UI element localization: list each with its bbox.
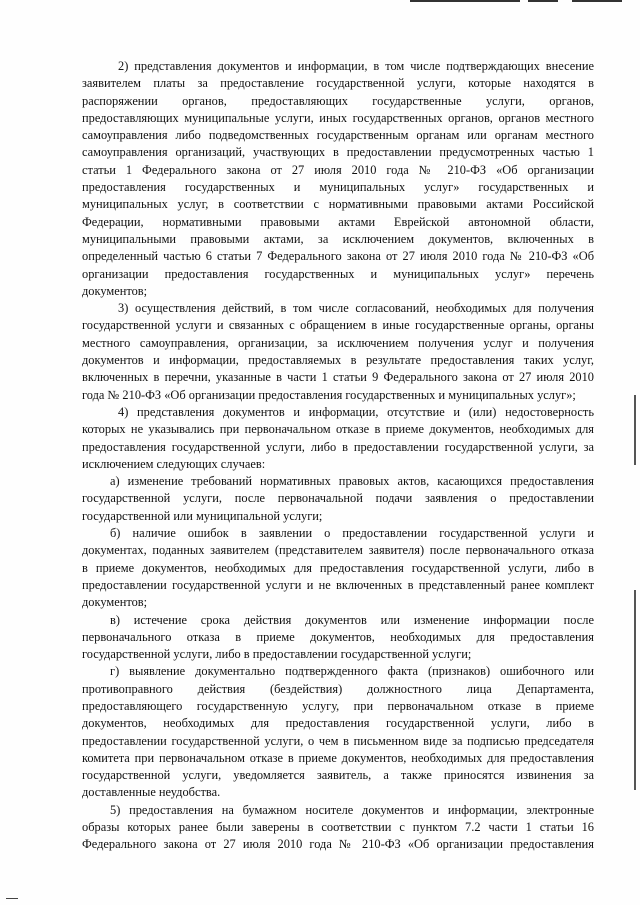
text-line: заявителем платы за предоставление государственной услуги, которые находятся в	[82, 76, 594, 91]
text-line: которых не указывались при первоначальном отказе в приеме документов, необходимых для	[82, 422, 594, 437]
text-line: документов и информации, предоставляемых в результате предоставления таких услуг,	[82, 353, 594, 368]
text-line: 2) представления документов и информации, в том числе подтверждающих внесение	[118, 59, 594, 73]
document-body	[82, 58, 594, 854]
text-line: 3) осуществления действий, в том числе согласований, необходимых для получения	[118, 301, 594, 316]
text-line: статьи 1 Федерального закона от 27 июля 2010 года № 210-ФЗ «Об организации	[82, 162, 594, 177]
paragraph-item-4a	[82, 473, 594, 525]
text-line: документах, поданных заявителем (представителем заявителя) после первоначального отказа	[82, 543, 594, 558]
scan-corner-mark	[6, 894, 18, 899]
text-line: государственной услуги и связанных с обращением в иные государственные органы, органы	[82, 318, 594, 333]
text-line: доставленные неудобства.	[82, 785, 221, 800]
paragraph-item-4	[82, 404, 594, 473]
text-line: 5) предоставления на бумажном носителе документов и информации, электронные	[110, 802, 594, 817]
text-line: организации предоставления государственных и муниципальных услуг» перечень	[82, 266, 594, 281]
text-line: г) выявление документально подтвержденного факта (признаков) ошибочного или	[110, 664, 594, 679]
text-line: определенный частью 6 статьи 7 Федерального закона от 27 июля 2010 года № 210-ФЗ «Об	[82, 249, 594, 264]
text-line: самоуправления либо подведомственных государственным органам или органам местного	[82, 128, 594, 143]
text-line: года № 210-ФЗ «Об организации предоставления государственных и муниципальных услуг»;	[82, 387, 576, 402]
text-line: документов;	[82, 595, 148, 610]
paragraph-item-5	[82, 802, 594, 854]
text-line: образы которых ранее были заверены в соответствии с пунктом 7.2 части 1 статьи 16	[82, 820, 594, 835]
text-line: муниципальных услуг, в соответствии с нормативными правовыми актами Российской	[82, 197, 594, 212]
text-line: Федерации, нормативными правовыми актами Еврейской автономной области,	[82, 214, 594, 229]
text-line: самоуправления организаций, участвующих в предоставлении предусмотренных частью 1	[82, 145, 594, 160]
text-line: государственной услуги, либо в предоставлении государственной услуги;	[82, 647, 472, 662]
paragraph-item-4g	[82, 663, 594, 801]
text-line: исключением следующих случаев:	[82, 456, 266, 471]
text-line: а) изменение требований нормативных правовых актов, касающихся предоставления	[110, 474, 594, 489]
text-line: государственной или муниципальной услуги;	[82, 508, 323, 523]
text-line: б) наличие ошибок в заявлении о предоставлении государственной услуги и	[110, 526, 594, 541]
text-line: документов;	[82, 283, 148, 298]
text-line: государственной услуги, после первоначальной подачи заявления о предоставлении	[82, 491, 594, 506]
paragraph-item-4v	[82, 612, 594, 664]
text-line: в приеме документов, необходимых для предоставления государственной услуги, либо в	[82, 560, 594, 575]
paragraph-item-3	[82, 300, 594, 404]
text-line: предоставлении государственной услуги, о чем в письменном виде за подписью председателя	[82, 733, 594, 748]
scan-edge-mark	[634, 590, 636, 790]
text-line: распоряжении органов, предоставляющих государственные услуги, органов,	[82, 93, 594, 108]
scan-edge-mark	[528, 0, 558, 2]
text-line: Федерального закона от 27 июля 2010 года № 210-ФЗ «Об организации предоставления	[82, 837, 594, 852]
text-line: 4) представления документов и информации, отсутствие и (или) недостоверность	[118, 404, 594, 419]
text-line: предоставлении государственной услуги и не включенных в представленный ранее комплект	[82, 577, 594, 592]
scan-edge-mark	[410, 0, 520, 2]
text-line: первоначального отказа в приеме документов, необходимых для предоставления	[82, 629, 594, 644]
text-line: муниципальными правовыми актами, за исключением документов, включенных в	[82, 231, 594, 246]
paragraph-item-4b	[82, 525, 594, 611]
scan-edge-mark	[572, 0, 622, 2]
paragraph-item-2	[82, 58, 594, 300]
text-line: государственной услуги, уведомляется заявитель, а также приносятся извинения за	[82, 768, 594, 783]
text-line: предоставляющих муниципальные услуги, иных государственных органов, органов местного	[82, 110, 594, 125]
text-line: местного самоуправления, организации, за исключением получения услуг и получения	[82, 335, 594, 350]
text-line: включенных в перечни, указанные в части 1 статьи 9 Федерального закона от 27 июля 2010	[82, 370, 594, 385]
text-line: противоправного действия (бездействия) должностного лица Департамента,	[82, 681, 594, 696]
text-line: предоставляющего государственную услугу, при первоначальном отказе в приеме	[82, 698, 594, 713]
text-line: документов, необходимых для предоставления государственной услуги, либо в	[82, 716, 594, 731]
text-line: комитета при первоначальном отказе в приеме документов, необходимых для предоставления	[82, 750, 594, 765]
text-line: в) истечение срока действия документов или изменение информации после	[110, 612, 594, 627]
scan-edge-mark	[634, 395, 636, 465]
text-line: предоставления государственной услуги, либо в предоставлении государственной услуги, за	[82, 439, 594, 454]
text-line: предоставления государственных и муниципальных услуг» государственных и	[82, 180, 594, 195]
